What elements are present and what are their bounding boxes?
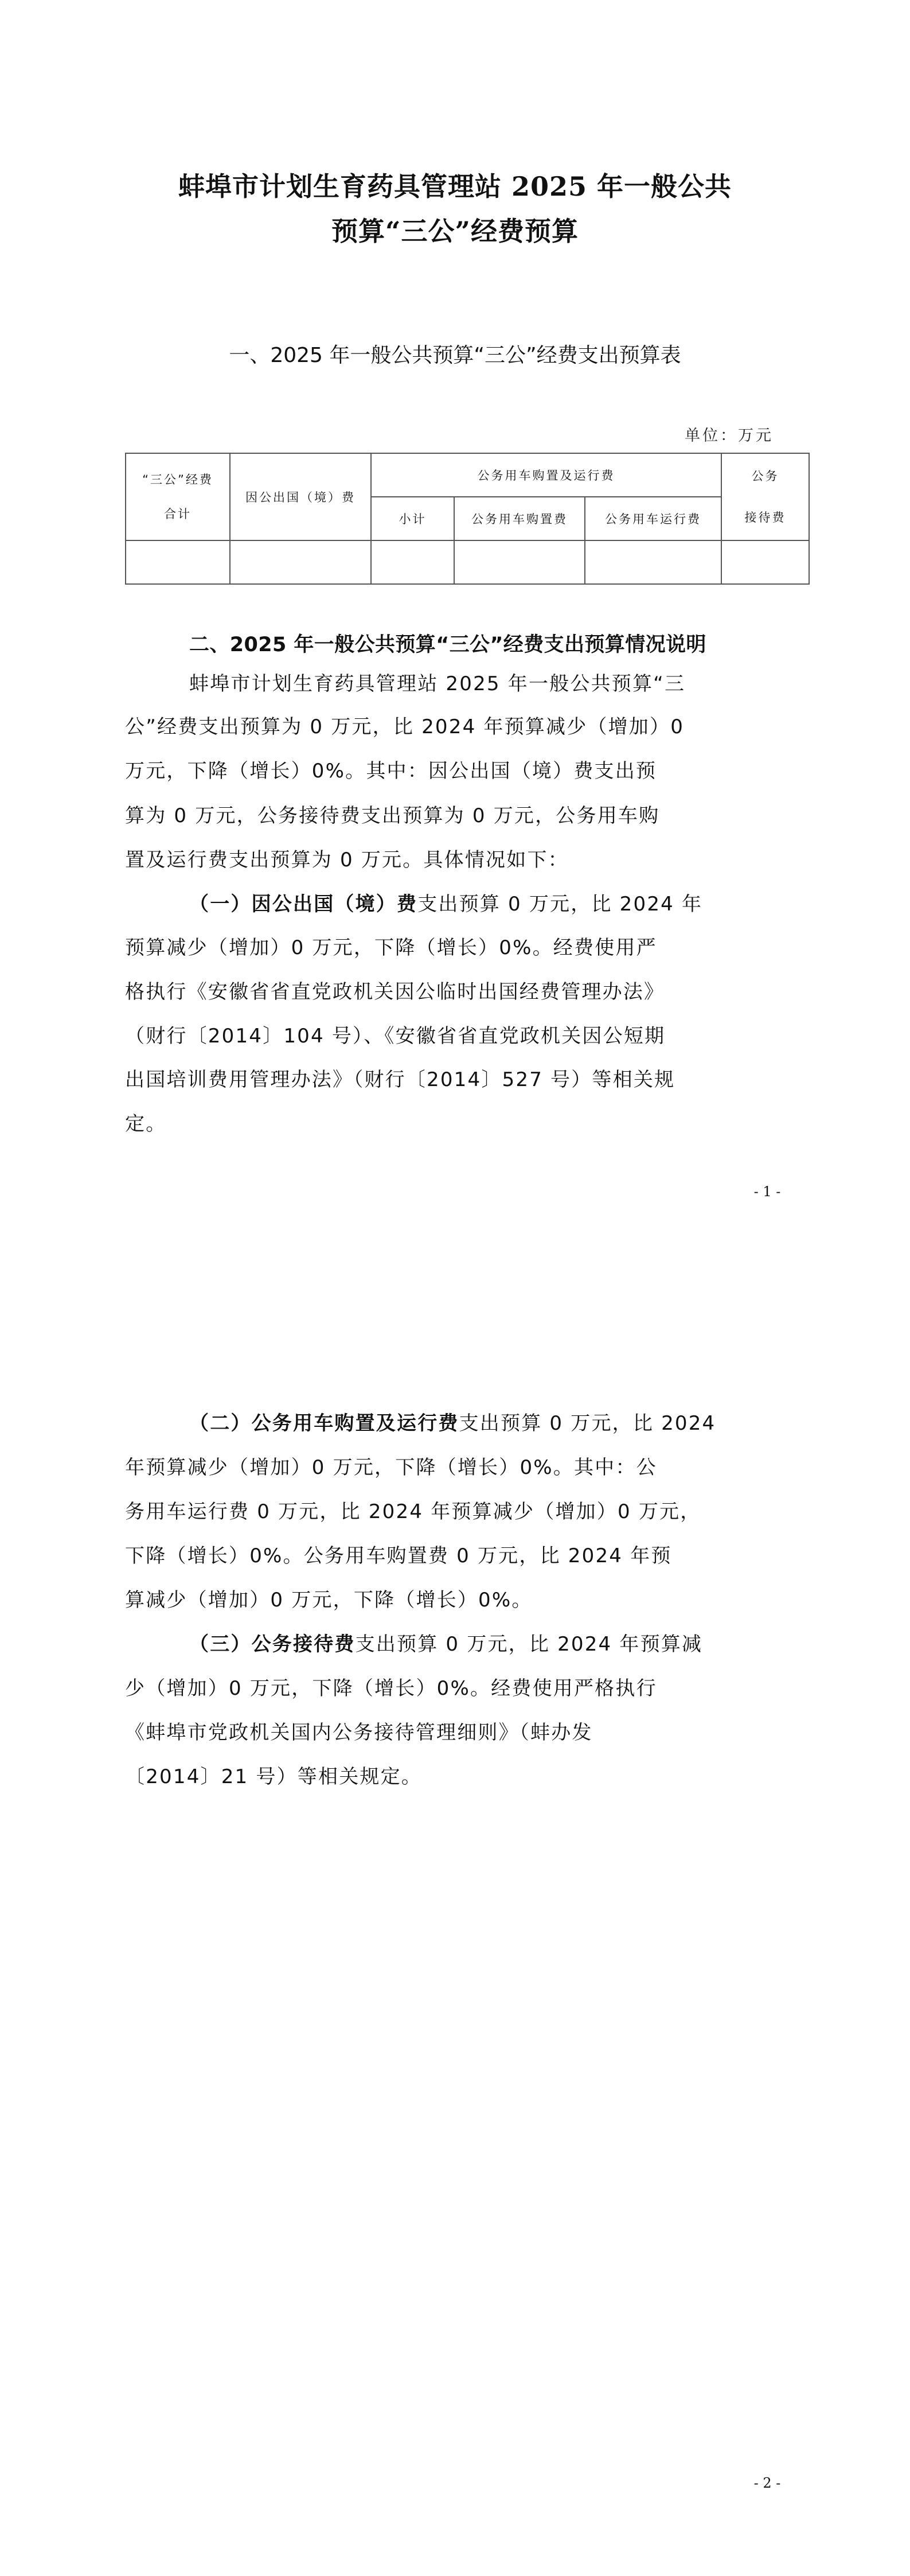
item-1-first-line [189,890,770,918]
item-2-line-3: 务用车运行费 0 万元，比 2024 年预算减少（增加）0 万元， [125,1500,701,1523]
item-2-label: （二）公务用车购置及运行费 [189,1412,459,1435]
item-2-first-line-text: 支出预算 0 万元，比 2024 [459,1412,716,1435]
item-3-line-2: 少（增加）0 万元，下降（增长）0%。经费使用严格执行 [125,1677,657,1700]
header-abroad: 因公出国（境）费 [230,453,371,540]
cell-vehicle-purchase [454,540,585,584]
item-1-line-3: 格执行《安徽省省直党政机关因公临时出国经费管理办法》 [125,980,665,1003]
item-3-first-line [189,1631,770,1658]
document-title-line-1: 蚌埠市计划生育药具管理站 2025 年一般公共 [178,171,732,202]
section-1-heading: 一、2025 年一般公共预算“三公”经费支出预算表 [229,344,681,367]
document-title-line-2: 预算“三公”经费预算 [331,216,579,247]
item-1-label: （一）因公出国（境）费 [189,893,418,916]
intro-line-4: 算为 0 万元，公务接待费支出预算为 0 万元，公务用车购 [125,804,660,827]
header-reception-line-2: 接待费 [744,511,786,524]
three-public-budget-table [125,453,810,585]
intro-line-5: 置及运行费支出预算为 0 万元。具体情况如下： [125,849,569,871]
intro-line-3: 万元，下降（增长）0%。其中：因公出国（境）费支出预 [125,760,657,783]
intro-line-2: 公”经费支出预算为 0 万元，比 2024 年预算减少（增加）0 [125,715,685,738]
section-2-heading: 二、2025 年一般公共预算“三公”经费支出预算情况说明 [189,633,706,656]
item-2-line-5: 算减少（增加）0 万元，下降（增长）0%。 [125,1589,533,1612]
cell-reception [721,540,809,584]
header-reception [721,453,809,540]
item-3-line-3: 《蚌埠市党政机关国内公务接待管理细则》（蚌办发 [125,1721,593,1744]
item-1-line-5: 出国培训费用管理办法》（财行〔2014〕527 号）等相关规 [125,1068,675,1091]
page-number-1: - 1 - [753,1184,781,1200]
header-vehicle-group: 公务用车购置及运行费 [371,453,721,497]
item-3-line-4: 〔2014〕21 号）等相关规定。 [125,1765,422,1788]
page-2 [0,1288,910,2576]
header-vehicle-purchase: 公务用车购置费 [454,497,585,540]
header-vehicle-subtotal: 小计 [371,497,454,540]
item-1-line-2: 预算减少（增加）0 万元，下降（增长）0%。经费使用严 [125,936,657,959]
header-total-line-1: “三公”经费 [142,473,213,487]
item-1-first-line-text: 支出预算 0 万元，比 2024 年 [417,893,703,916]
unit-label: 单位：万元 [685,427,774,445]
header-total-line-2: 合计 [164,507,192,521]
item-2-first-line [189,1410,770,1437]
cell-total [126,540,230,584]
item-3-first-line-text: 支出预算 0 万元，比 2024 年预算减 [355,1633,703,1656]
cell-abroad [230,540,371,584]
header-reception-line-1: 公务 [751,469,779,483]
item-2-line-4: 下降（增长）0%。公务用车购置费 0 万元，比 2024 年预 [125,1544,672,1567]
cell-vehicle-operation [585,540,721,584]
header-total [126,453,230,540]
item-1-line-4: （财行〔2014〕104 号）、《安徽省省直党政机关因公短期 [125,1025,666,1048]
item-1-line-6: 定。 [125,1112,167,1135]
item-2-line-2: 年预算减少（增加）0 万元，下降（增长）0%。其中：公 [125,1456,657,1479]
header-vehicle-operation: 公务用车运行费 [585,497,721,540]
table-row [126,540,809,584]
intro-line-1: 蚌埠市计划生育药具管理站 2025 年一般公共预算“三 [189,672,686,695]
item-3-label: （三）公务接待费 [189,1633,356,1656]
page-number-2: - 2 - [753,2475,781,2491]
cell-vehicle-subtotal [371,540,454,584]
